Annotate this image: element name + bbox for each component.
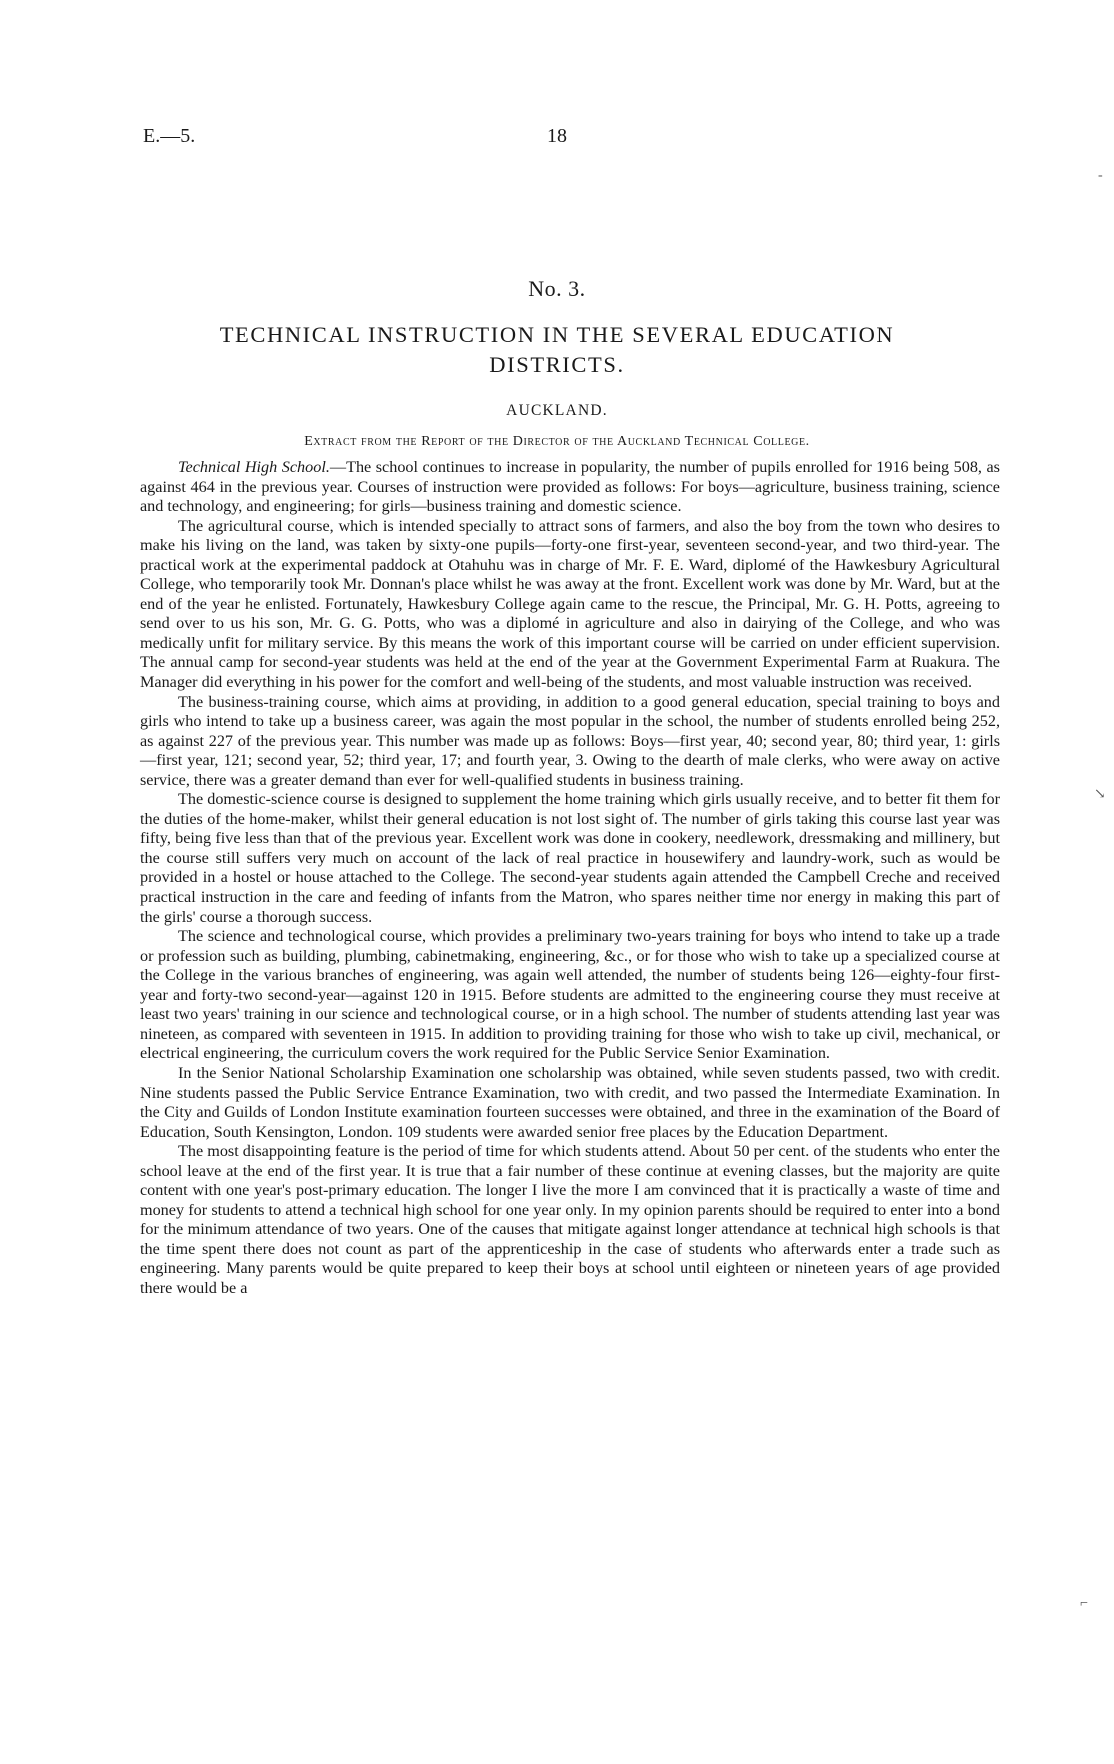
paragraph: The domestic-science course is designed to supplement the home training which girls usually receive, and to better fit them for the duties of the home-maker, whilst their general education is not lost sight of. The number of girls taking this course last year was fifty, being five less than that of the previous year. Excellent work was done in cookery, needlework, dressmaking and millinery, but the course still suffers very much on account of the lack of real practice in housewifery and laundry-work, such as would be provided in a hostel or house attached to the College. The second-year students again attended the Campbell Creche and received practical instruction in the care and feeding of infants from the Matron, who spares neither time nor energy in making this part of the girls' course a thorough success. bbox=[140, 790, 1000, 926]
section-number-heading: No. 3. bbox=[528, 276, 586, 301]
paragraph-text: —The school continues to increase in popularity, the number of pupils enrolled for 1916 being 508, as against 464 in the previous year. Courses of instruction were provided as follows: For boys—agriculture, business training, science and technology, and engineering; for girls—business training and domestic science. bbox=[140, 458, 1000, 516]
paragraph: The agricultural course, which is intended specially to attract sons of farmers, and also the boy from the town who desires to make his living on the land, was taken by sixty-one pupils—forty-one first-year, seventeen second-year, and two third-year. The practical work at the experimental paddock at Otahuhu was in charge of Mr. F. E. Ward, diplomé of the Hawkesbury Agricultural College, who temporarily took Mr. Donnan's place whilst he was away at the front. Excellent work was done by Mr. Ward, but at the end of the year he enlisted. Fortunately, Hawkesbury College again came to the rescue, the Principal, Mr. G. H. Potts, agreeing to send over to us his son, Mr. G. G. Potts, who was a diplomé in agriculture and also in dairying of the College, and who was medically unfit for military service. By this means the work of this important course will be carried on under efficient supervision. The annual camp for second-year students was held at the end of the year at the Government Experimental Farm at Ruakura. The Manager did everything in his power for the comfort and well-being of the students, and most valuable instruction was received. bbox=[140, 516, 1000, 692]
paragraph: The business-training course, which aims at providing, in addition to a good general education, special training to boys and girls who intend to take up a business career, was again the most popular in the school, the number of students enrolled being 252, as against 227 of the previous year. This number was made up as follows: Boys—first year, 40; second year, 80; third year, 1: girls—first year, 121; second year, 52; third year, 17; and fourth year, 3. Owing to the dearth of male clerks, who were away on active service, there was a greater demand than ever for well-qualified students in business training. bbox=[140, 692, 1000, 789]
paragraph-lead-in: Technical High School. bbox=[178, 458, 330, 476]
paragraph: The science and technological course, which provides a preliminary two-years training for boys who intend to take up a trade or profession such as building, plumbing, cabinetmaking, engineering, &c., or for those who wish to take up a specialized course at the College in the various branches of engineering, was again well attended, the number of students being 126—eighty-four first-year and forty-two second-year—against 120 in 1915. Before students are admitted to the engineering course they must receive at least two years' training in our science and technological course, or in a high school. The number of students attending last year was nineteen, as compared with seventeen in 1915. In addition to providing training for those who wish to take up civil, mechanical, or electrical engineering, the curriculum covers the work required for the Public Service Senior Examination. bbox=[140, 927, 1000, 1063]
running-header bbox=[143, 125, 971, 151]
margin-speck: ↘ bbox=[1094, 787, 1106, 802]
margin-speck: ⌐ bbox=[1080, 1596, 1088, 1611]
margin-speck: ‐ bbox=[1098, 168, 1103, 183]
district-heading: AUCKLAND. bbox=[506, 402, 608, 419]
paragraph: In the Senior National Scholarship Examination one scholarship was obtained, while seven students passed, two with credit. Nine students passed the Public Service Entrance Examination, two with credit, and two passed the Intermediate Examination. In the City and Guilds of London Institute examination fourteen successes were obtained, and three in the examination of the Board of Education, South Kensington, London. 109 students were awarded senior free places by the Education Department. bbox=[140, 1063, 1000, 1141]
paragraph: The most disappointing feature is the period of time for which students attend. About 50 per cent. of the students who enter the school leave at the end of the first year. It is true that a fair number of these continue at evening classes, but the majority are quite content with one year's post-primary education. The longer I live the more I am convinced that it is practically a waste of time and money for students to attend a technical high school for one year only. In my opinion parents should be required to enter into a bond for the minimum attendance of two years. One of the causes that mitigate against longer attendance at technical high schools is that the time spent there does not count as part of the apprenticeship in the case of students who afterwards enter a trade such as engineering. Many parents would be quite prepared to keep their boys at school until eighteen or nineteen years of age provided there would be a bbox=[140, 1142, 1000, 1297]
page-title: TECHNICAL INSTRUCTION IN THE SEVERAL EDUCATION DISTRICTS. bbox=[219, 322, 895, 377]
paragraph bbox=[140, 458, 1000, 517]
page-number: 18 bbox=[547, 125, 567, 147]
extract-heading: Extract from the Report of the Director of the Auckland Technical College. bbox=[304, 434, 810, 449]
report-body bbox=[140, 458, 1000, 1299]
page-reference: E.—5. bbox=[143, 125, 196, 147]
